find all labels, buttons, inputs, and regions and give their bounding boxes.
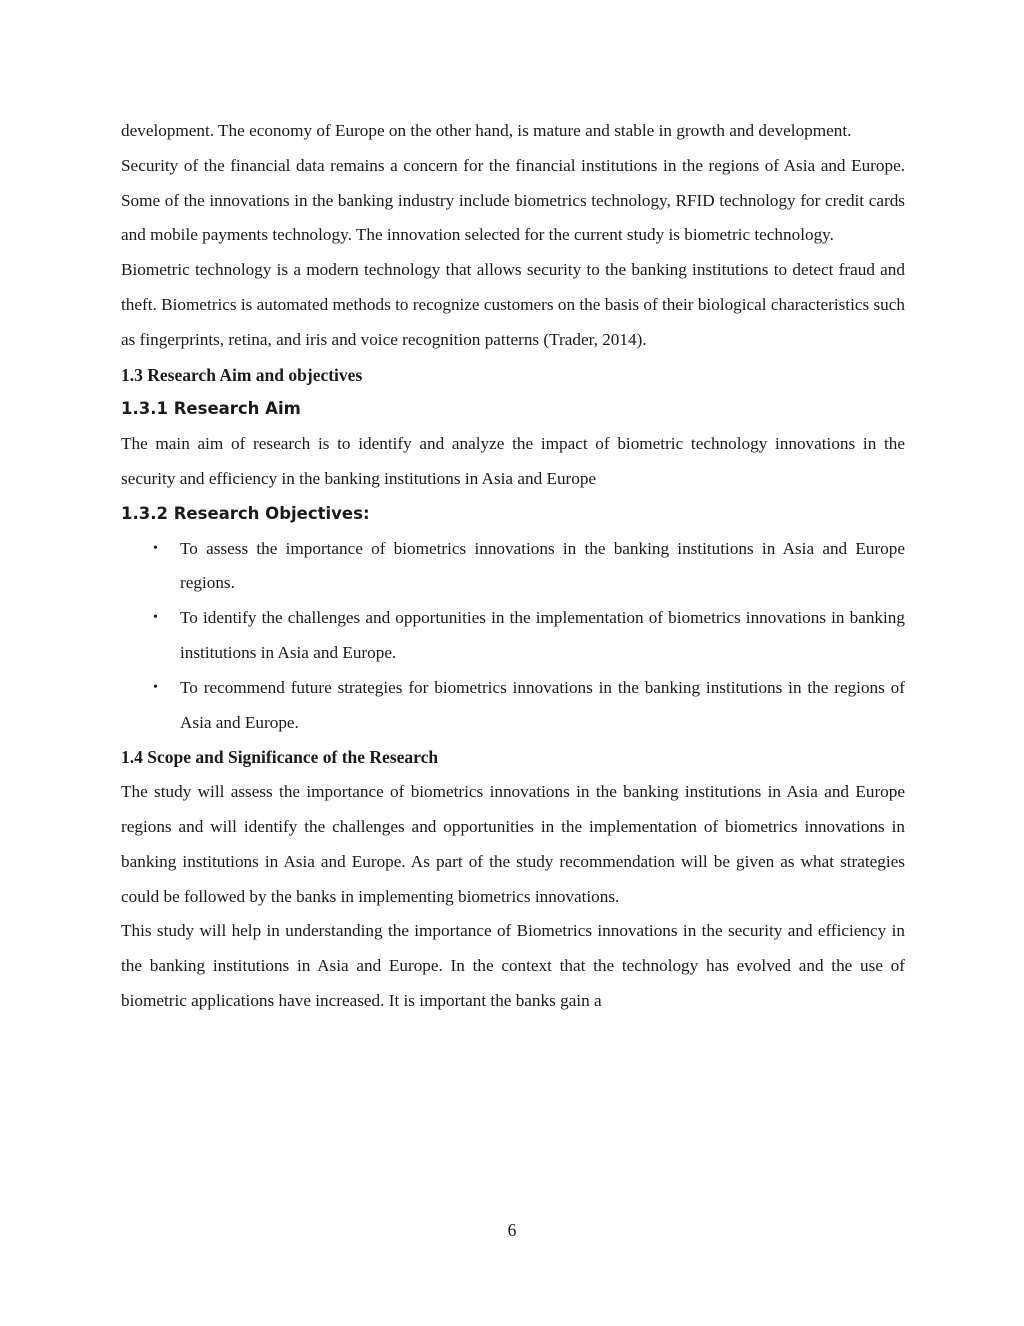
section-heading-research-aim: 1.3 Research Aim and objectives [121, 364, 363, 385]
paragraph-significance: This study will help in understanding the importance of Biometrics innovations in the security and efficiency in the banking institutions in Asia and Europe. In the context that the technology has evolved and the use of biometric applications have increased. It is important the banks gain a [121, 921, 905, 1010]
objectives-list [121, 532, 905, 741]
paragraph-biometric: Biometric technology is a modern technology that allows security to the banking institutions to detect fraud and theft. Biometrics is automated methods to recognize customers on the basis of their biological characteristics such as fingerprints, retina, and iris and voice recognition patterns (Trader, 2014). [121, 260, 905, 349]
bullet-icon: • [153, 540, 158, 556]
document-page [121, 114, 905, 1019]
bullet-icon: • [153, 679, 158, 695]
paragraph-scope: The study will assess the importance of biometrics innovations in the banking institutions in Asia and Europe regions and will identify the challenges and opportunities in the implementation of biometrics innovations in banking institutions in Asia and Europe. As part of the study recommendation will be given as what strategies could be followed by the banks in implementing biometrics innovations. [121, 782, 905, 906]
subsection-heading-aim: 1.3.1 Research Aim [121, 399, 301, 419]
list-item [121, 601, 905, 671]
paragraph-security: Security of the financial data remains a concern for the financial institutions in the regions of Asia and Europe. Some of the innovations in the banking industry include biometrics technology, RFID technology for credit cards and mobile payments technology. The innovation selected for the current study is biometric technology. [121, 155, 905, 245]
objective-text: To identify the challenges and opportunities in the implementation of biometrics innovations in banking institutions in Asia and Europe. [180, 608, 905, 662]
objective-text: To assess the importance of biometrics innovations in the banking institutions in Asia and Europe regions. [180, 538, 905, 593]
page-number: 6 [507, 1220, 517, 1240]
paragraph-aim: The main aim of research is to identify and analyze the impact of biometric technology innovations in the security and efficiency in the banking institutions in Asia and Europe [121, 434, 905, 488]
list-item [121, 532, 905, 602]
bullet-icon: • [153, 610, 158, 626]
list-item [121, 671, 905, 741]
section-heading-scope: 1.4 Scope and Significance of the Research [121, 747, 439, 768]
paragraph-economy: development. The economy of Europe on the other hand, is mature and stable in growth and development. [121, 121, 852, 140]
objective-text: To recommend future strategies for biometrics innovations in the banking institutions in the regions of Asia and Europe. [180, 677, 905, 732]
subsection-heading-objectives: 1.3.2 Research Objectives: [121, 503, 370, 523]
